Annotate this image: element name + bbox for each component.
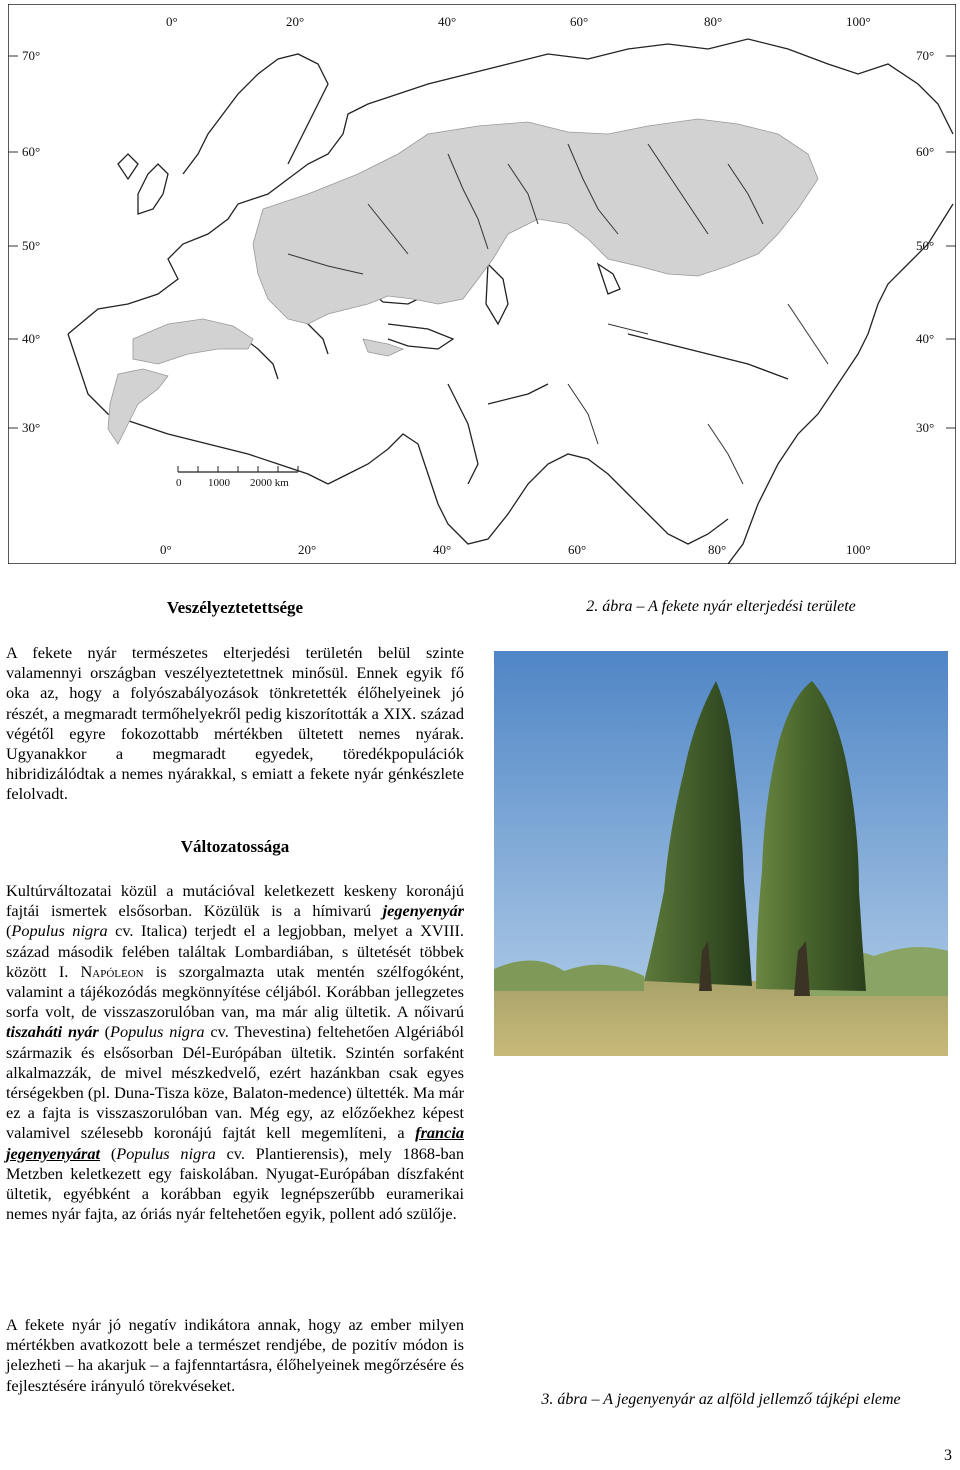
lon-top-20: 20° xyxy=(286,14,305,29)
lon-bottom-80: 80° xyxy=(708,542,727,557)
lat-left-60: 60° xyxy=(22,144,41,159)
lat-right-60: 60° xyxy=(916,144,935,159)
lon-bottom-40: 40° xyxy=(433,542,452,557)
scale-mid: 1000 xyxy=(208,477,230,489)
lat-right-30: 30° xyxy=(916,420,935,435)
lon-top-0: 0° xyxy=(166,14,178,29)
map-frame xyxy=(8,4,956,564)
lon-bottom-100: 100° xyxy=(846,542,871,557)
figure-3-caption: 3. ábra – A jegenyenyár az alföld jellemző tájképi eleme xyxy=(541,1391,901,1408)
heading-valtozatossaga: Változatossága xyxy=(180,837,290,856)
lat-left-40: 40° xyxy=(22,331,41,346)
term-tiszahati-nyar: tiszaháti nyár xyxy=(6,1022,99,1042)
lat-right-50: 50° xyxy=(916,238,935,253)
page-number: 3 xyxy=(944,1447,952,1464)
lat-left-50: 50° xyxy=(22,238,41,253)
lon-top-60: 60° xyxy=(570,14,589,29)
paragraph-indikator: A fekete nyár jó negatív indikátora annak, hogy az ember milyen mértékben avatkozott bele a természet rendjébe, de pozitív módon is jelezheti – ha akarjuk – a fajfenntartásra, élőhelyeinek megőrzésére és fejlesztésére irányuló törekvéseket. xyxy=(6,1315,464,1395)
lon-bottom-20: 20° xyxy=(298,542,317,557)
poplar-photo xyxy=(494,651,948,1056)
lat-right-70: 70° xyxy=(916,48,935,63)
lon-bottom-60: 60° xyxy=(568,542,587,557)
lat-left-70: 70° xyxy=(22,48,41,63)
distribution-map xyxy=(8,4,956,564)
paragraph-veszelyeztetettsege: A fekete nyár természetes elterjedési területén belül szinte valamennyi országban veszélyeztetettnek minősül. Ennek egyik fő oka az, hogy a folyószabályozások tönkretették élőhelyeinek jó részét, a megmaradt termőhelyekről pedig kiszorították a XIX. század végétől egyre fokozottabb mértékben ültetett nemes nyárak. Ugyanakkor a megmaradt egyedek, töredékpopulációk hibridizálódtak a nemes nyárakkal, s emiatt a fekete nyár génkészlete felolvadt. xyxy=(6,643,464,804)
scale-end: 2000 km xyxy=(250,477,289,489)
term-jegenyenyar: jegenyenyár xyxy=(382,901,464,921)
lon-top-100: 100° xyxy=(846,14,871,29)
term-francia-jegenyenyar: francia jegenyenyárat xyxy=(6,1123,464,1163)
lon-bottom-0: 0° xyxy=(160,542,172,557)
heading-veszelyeztetettsege: Veszélyeztetettsége xyxy=(166,598,304,617)
scale-zero: 0 xyxy=(176,477,182,489)
lat-left-30: 30° xyxy=(22,420,41,435)
lon-top-80: 80° xyxy=(704,14,723,29)
lon-top-40: 40° xyxy=(438,14,457,29)
lat-right-40: 40° xyxy=(916,331,935,346)
name-napoleon: Napóleon xyxy=(80,961,144,981)
paragraph-valtozatossaga: Kultúrváltozatai közül a mutációval keletkezett keskeny koronájú fajtái ismertek elsősorban. Közülük is a hímivarú jegenyenyár (Populus nigra cv. Italica) terjedt el a legjobban, melyet a XVIII. század második felében találtak Lombardiában, s ültetését többek között I. Napóleon is szorgalmazta utak mentén szélfogóként, valamint a tájékozódás megkönnyítése céljából. Korábban jellegzetes sorfa volt, de visszaszorulóban van, ma már alig ültetik. A nőivarú tiszaháti nyár (Populus nigra cv. Thevestina) feltehetően Algériából származik és elsősorban Dél-Európában ültetik. Szintén sorfaként alkalmazzák, de mivel mészkedvelő, ezért hazánkban csak egyes térségekben (pl. Duna-Tisza köze, Balaton-medence) ültették. Ma már ez a fajta is visszaszorulóban van. Még egy, az előzőekhez képest valamivel szélesebb koronájú fajtát kell megemlíteni, a francia jegenyenyárat (Populus nigra cv. Plantierensis), mely 1868-ban Metzben keletkezett egy faiskolában. Nyugat-Európában díszfaként ültetik, egyébként a korábban egyik legnépszerűbb euramerikai nemes nyár fajta, az óriás nyár feltehetően egyik, pollent adó szülője. xyxy=(6,881,465,1224)
figure-2-caption: 2. ábra – A fekete nyár elterjedési területe xyxy=(586,598,856,615)
